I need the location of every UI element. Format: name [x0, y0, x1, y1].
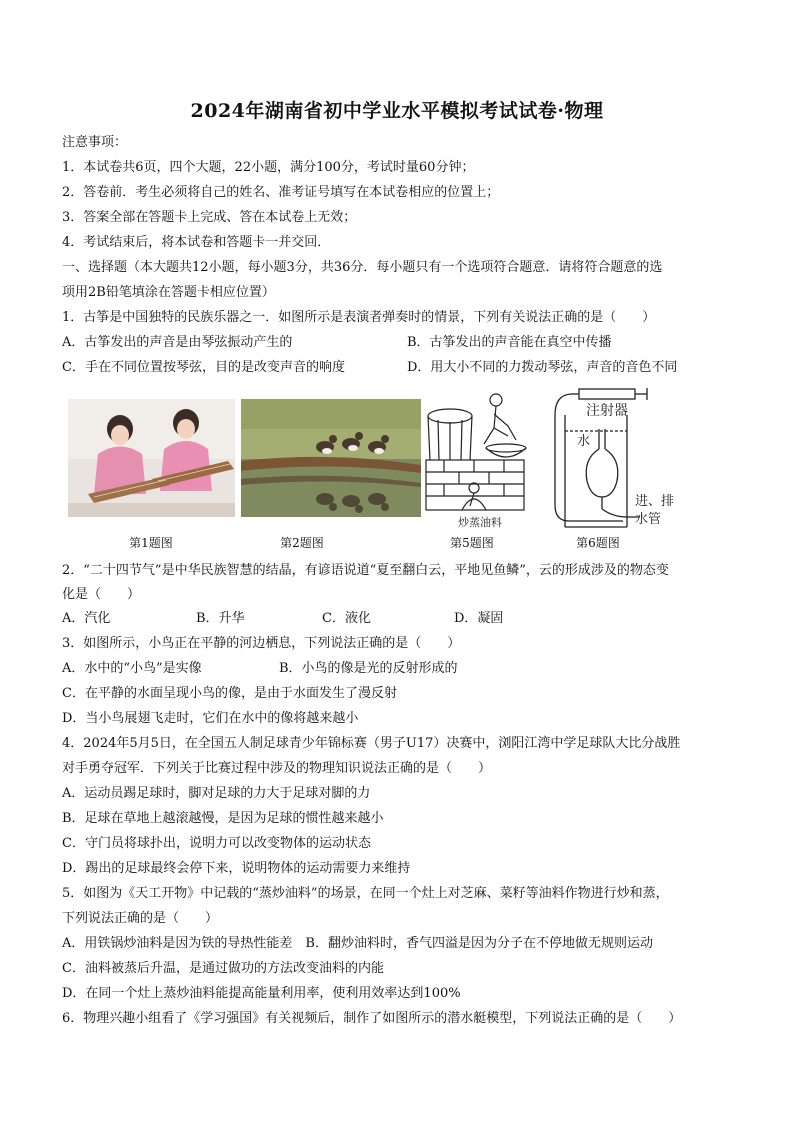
question-4-option-c: C．守门员将球扑出，说明力可以改变物体的运动状态	[62, 836, 371, 851]
question-1-stem: 1．古筝是中国独特的民族乐器之一．如图所示是表演者弹奏时的情景，下列有关说法正确的是（ ）	[62, 310, 656, 325]
section-heading-line1: 一、选择题（本大题共12小题，每小题3分，共36分．每小题只有一个选项符合题意．请将符合题意的选	[62, 260, 663, 275]
question-4-option-d: D．踢出的足球最终会停下来，说明物体的运动需要力来维持	[62, 861, 411, 876]
question-4-option-b: B．足球在草地上越滚越慢，是因为足球的惯性越来越小	[62, 811, 384, 826]
question-4-stem-line2: 对手勇夺冠军．下列关于比赛过程中涉及的物理知识说法正确的是（ ）	[62, 761, 492, 776]
question-1-option-b: B．古筝发出的声音能在真空中传播	[407, 335, 612, 350]
figure-6-pipe-label-line1: 进、排	[635, 494, 675, 509]
question-4-stem-line1: 4．2024年5月5日，在全国五人制足球青少年锦标赛（男子U17）决赛中，浏阳江湾中学足球队大比分战胜	[62, 736, 681, 751]
page-title: 2024年湖南省初中学业水平模拟考试试卷·物理	[190, 100, 604, 122]
question-3-option-a: A．水中的“小鸟”是实像	[62, 661, 202, 676]
question-2-option-b: B．升华	[196, 611, 245, 626]
note-item: 4．考试结束后，将本试卷和答题卡一并交回．	[62, 235, 331, 250]
question-6-stem: 6．物理兴趣小组看了《学习强国》有关视频后，制作了如图所示的潜水艇模型，下列说法正确的是（ ）	[62, 1011, 682, 1026]
question-2-stem-line1: 2．“二十四节气”是中华民族智慧的结晶，有谚语说道“夏至翻白云，平地见鱼鳞”，云的形成涉及的物态变	[62, 563, 669, 578]
figure-5-label: 炒蒸油料	[458, 516, 502, 529]
figure-5-steam-fry-drawing	[424, 388, 536, 530]
figure-2-caption: 第2题图	[280, 536, 324, 550]
question-4-option-a: A．运动员踢足球时，脚对足球的力大于足球对脚的力	[62, 786, 371, 801]
note-item: 3．答案全部在答题卡上完成、答在本试卷上无效；	[62, 210, 357, 225]
question-3-option-d: D．当小鸟展翅飞走时，它们在水中的像将越来越小	[62, 711, 359, 726]
figure-6-pipe-label-line2: 水管	[635, 512, 662, 527]
question-5-option-c: C．油料被蒸后升温，是通过做功的方法改变油料的内能	[62, 961, 384, 976]
question-5-option-d: D．在同一个灶上蒸炒油料能提高能量利用率，使利用效率达到100%	[62, 986, 461, 1001]
note-item: 1．本试卷共6页，四个大题，22小题，满分100分，考试时量60分钟；	[62, 160, 475, 175]
question-2-option-a: A．汽化	[62, 611, 111, 626]
note-item: 2．答卷前．考生必须将自己的姓名、准考证号填写在本试卷相应的位置上；	[62, 185, 500, 200]
question-5-stem-line2: 下列说法正确的是（ ）	[62, 911, 219, 926]
figure-1-guzheng-photo	[68, 399, 235, 517]
question-1-option-a: A．古筝发出的声音是由琴弦振动产生的	[62, 335, 293, 350]
section-heading-line2: 项用2B铅笔填涂在答题卡相应位置）	[62, 285, 275, 300]
figure-5-caption: 第5题图	[450, 536, 494, 550]
question-3-option-b: B．小鸟的像是光的反射形成的	[279, 661, 458, 676]
question-2-stem-line2: 化是（ ）	[62, 587, 141, 602]
question-5-options-a-b: A．用铁锅炒油料是因为铁的导热性能差 B．翻炒油料时，香气四溢是因为分子在不停地做无规则运动	[62, 936, 653, 951]
question-5-stem-line1: 5．如图为《天工开物》中记载的“蒸炒油料”的场景，在同一个灶上对芝麻、菜籽等油料作物进行炒和蒸，	[62, 886, 669, 901]
figure-2-birds-photo	[241, 399, 421, 517]
figure-6-syringe-label: 注射器	[586, 403, 628, 419]
figure-6-caption: 第6题图	[576, 536, 620, 550]
question-2-option-c: C．液化	[322, 611, 371, 626]
notes-heading: 注意事项：	[62, 135, 128, 150]
question-1-option-c: C．手在不同位置按琴弦，目的是改变声音的响度	[62, 360, 345, 375]
figure-1-caption: 第1题图	[129, 536, 173, 550]
question-3-stem: 3．如图所示，小鸟正在平静的河边栖息，下列说法正确的是（ ）	[62, 636, 461, 651]
question-1-option-d: D．用大小不同的力拨动琴弦，声音的音色不同	[407, 360, 678, 375]
figure-6-submarine-model-diagram	[543, 385, 693, 530]
figure-6-water-label: 水	[577, 434, 591, 449]
question-2-option-d: D．凝固	[454, 611, 504, 626]
question-3-option-c: C．在平静的水面呈现小鸟的像，是由于水面发生了漫反射	[62, 686, 397, 701]
